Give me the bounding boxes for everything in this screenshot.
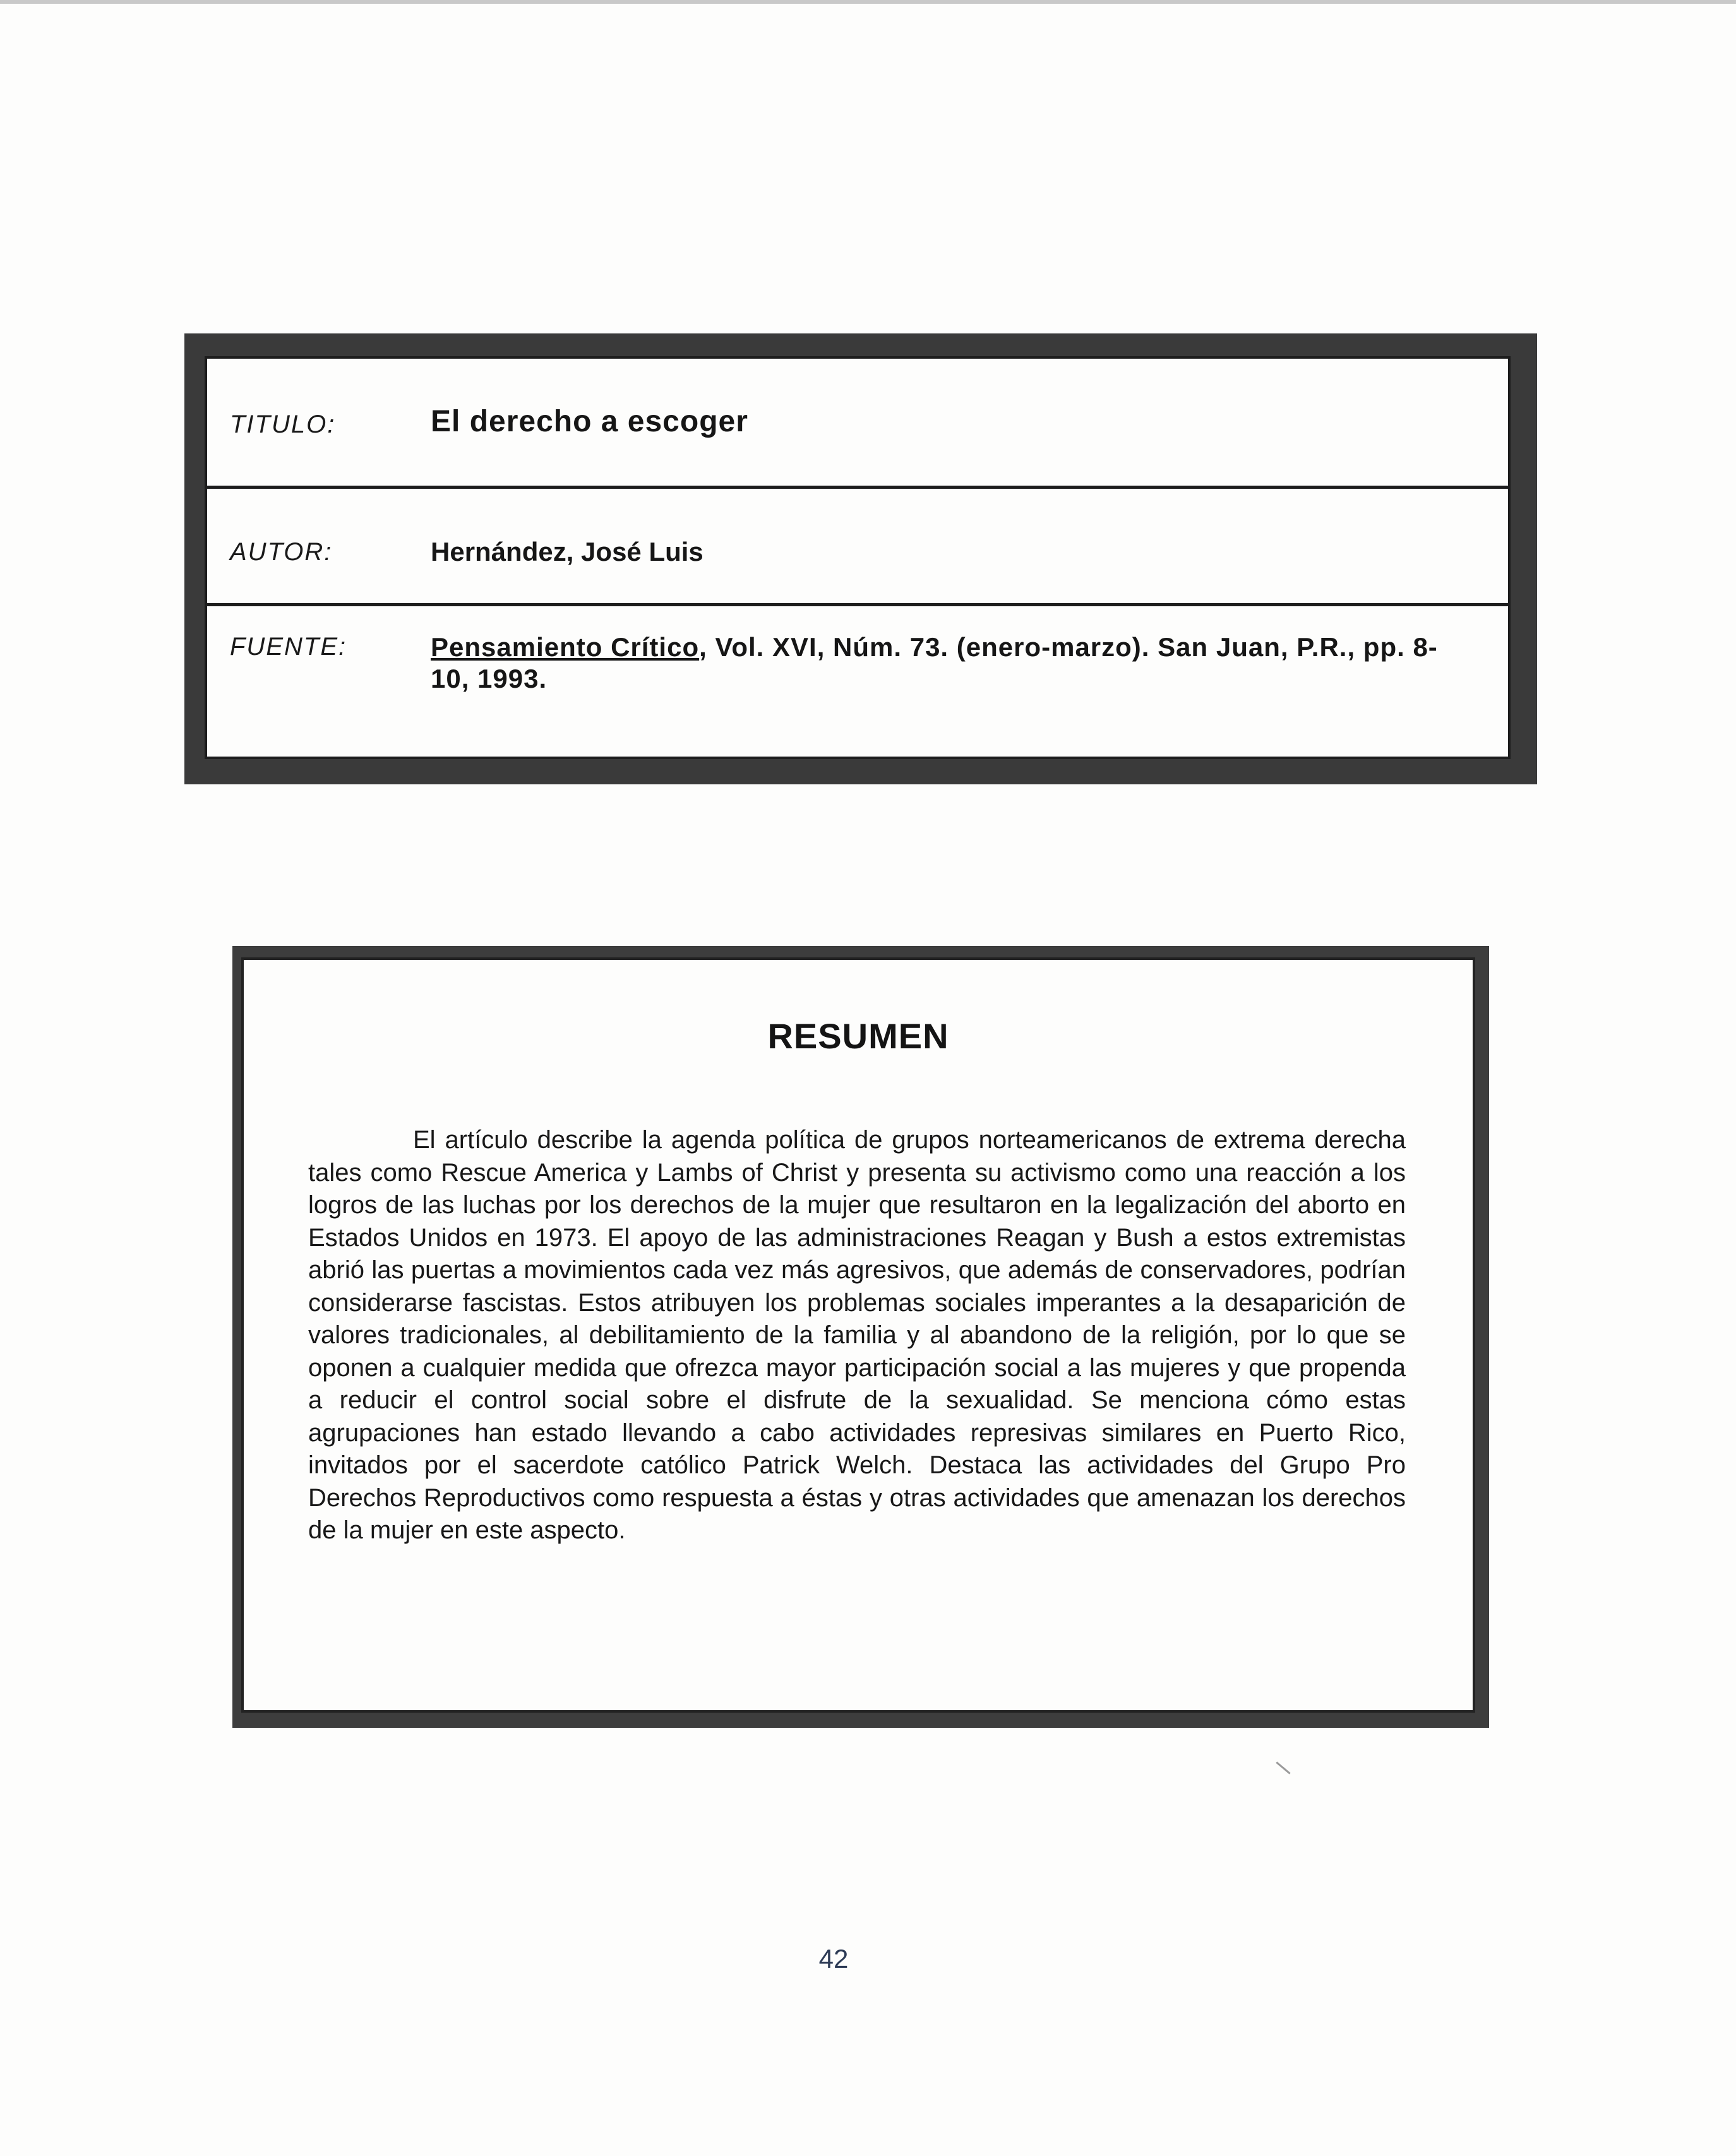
titulo-label: TITULO: bbox=[230, 410, 336, 438]
summary-paragraph: El artículo describe la agenda política de grupos norteamericanos de extrema derecha tales como Rescue America y Lambs of Christ y presenta su activismo como una reacción a los logros de las luchas por los derechos de la mujer que resultaron en la legalización del aborto en Estados Unidos en 1973. El apoyo de las administraciones Reagan y Bush a estos extremistas abrió las puertas a movimientos cada vez más agresivos, que además de conservadores, podrían considerarse fascistas. Estos atribuyen los problemas sociales imperantes a la desaparición de valores tradicionales, al debilitamiento de la familia y al abandono de la religión, por lo que se oponen a cualquier medida que ofrezca mayor participación social a las mujeres y que propenda a reducir el control social sobre el disfrute de la sexualidad. Se menciona cómo estas agrupaciones han estado llevando a cabo actividades represivas similares en Puerto Rico, invitados por el sacerdote católico Patrick Welch. Destaca las actividades del Grupo Pro Derechos Reproductivos como respuesta a éstas y otras actividades que amenazan los derechos de la mujer en este aspecto. bbox=[308, 1126, 1406, 1544]
fuente-journal-title: Pensamiento Crítico bbox=[431, 632, 700, 662]
bibliographic-record-box bbox=[184, 333, 1537, 784]
fuente-citation-details: , Vol. XVI, Núm. 73. (enero-marzo). San Juan, P.R., pp. 8-10, 1993. bbox=[431, 632, 1438, 693]
top-edge-rule bbox=[0, 0, 1736, 4]
bibliographic-record-inner bbox=[205, 356, 1511, 759]
page-number: 42 bbox=[818, 1944, 849, 1973]
titulo-value: El derecho a escoger bbox=[431, 405, 748, 438]
autor-label: AUTOR: bbox=[230, 538, 333, 566]
fuente-label: FUENTE: bbox=[230, 633, 347, 661]
summary-heading: RESUMEN bbox=[767, 1016, 949, 1056]
fuente-value bbox=[431, 632, 1470, 695]
summary-inner bbox=[241, 957, 1475, 1713]
autor-value: Hernández, José Luis bbox=[431, 537, 703, 566]
summary-box bbox=[232, 946, 1489, 1728]
record-row-fuente bbox=[207, 606, 1508, 757]
stray-pen-mark bbox=[1276, 1761, 1290, 1774]
record-row-titulo bbox=[207, 359, 1508, 489]
record-row-autor bbox=[207, 489, 1508, 606]
